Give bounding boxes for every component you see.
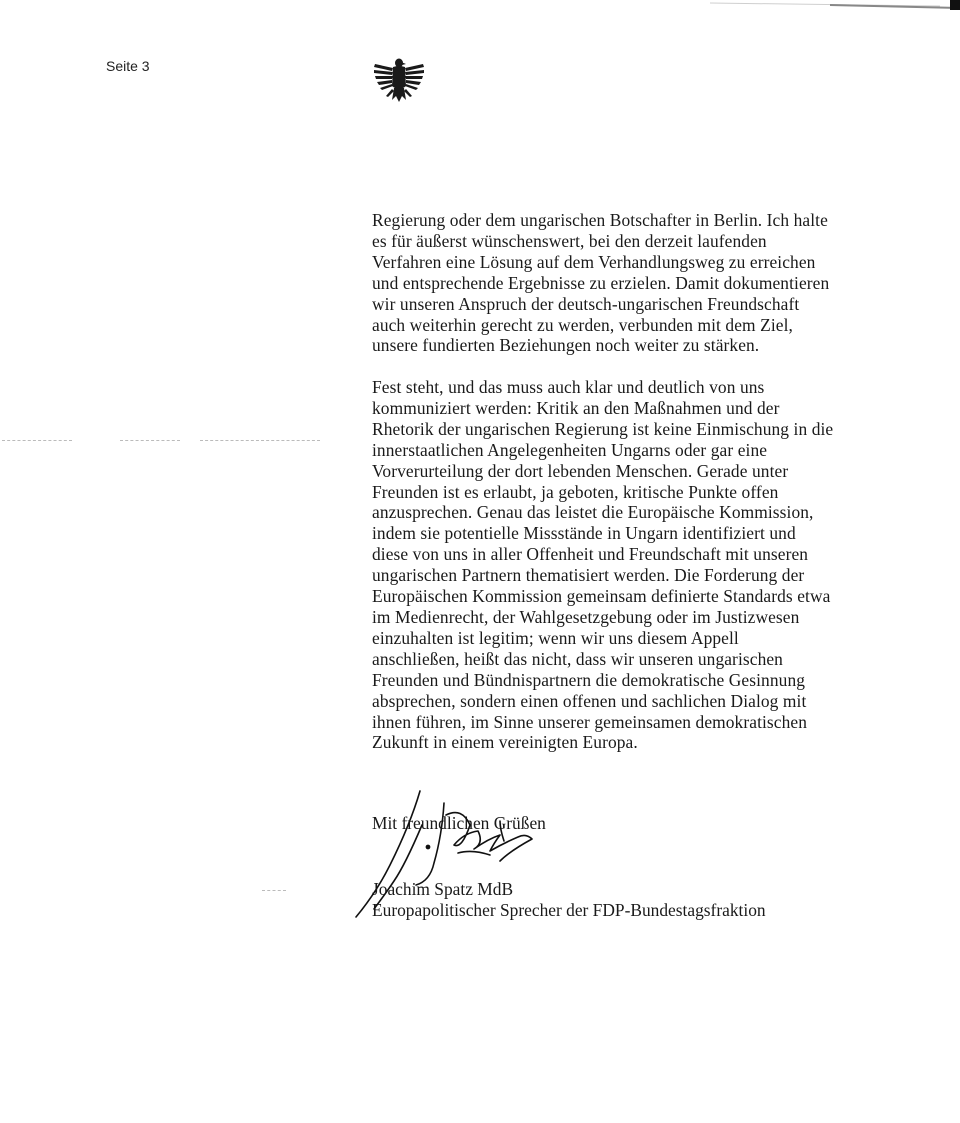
scan-mark bbox=[120, 440, 180, 442]
text-line: es für äußerst wünschenswert, bei den derzeit laufenden bbox=[372, 230, 767, 251]
scan-mark bbox=[2, 440, 72, 442]
text-line: wir unseren Anspruch der deutsch-ungarischen Freundschaft bbox=[372, 293, 800, 314]
scan-mark bbox=[262, 890, 286, 892]
text-line: anzusprechen. Genau das leistet die Europäische Kommission, bbox=[372, 502, 814, 523]
text-line: ihnen führen, im Sinne unserer gemeinsamen demokratischen bbox=[372, 711, 808, 732]
scan-mark bbox=[200, 440, 320, 442]
text-line: ungarischen Partnern thematisiert werden. Die Forderung der bbox=[372, 565, 805, 586]
letter-paragraph-2 bbox=[372, 377, 932, 753]
federal-eagle-icon bbox=[372, 56, 426, 106]
text-line: im Medienrecht, der Wahlgesetzgebung oder im Justizwesen bbox=[372, 606, 800, 627]
page-number: Seite 3 bbox=[106, 58, 150, 74]
text-line: kommuniziert werden: Kritik an den Maßnahmen und der bbox=[372, 397, 780, 418]
text-line: Europäischen Kommission gemeinsam definierte Standards etwa bbox=[372, 586, 831, 607]
text-line: Vorverurteilung der dort lebenden Menschen. Gerade unter bbox=[372, 460, 789, 481]
text-line: innerstaatlichen Angelegenheiten Ungarns oder gar eine bbox=[372, 439, 768, 460]
scan-edge-artifact bbox=[710, 0, 960, 10]
letter-paragraph-1 bbox=[372, 210, 932, 356]
closing-greeting: Mit freundlichen Grüßen bbox=[372, 813, 546, 833]
text-line: auch weiterhin gerecht zu werden, verbunden mit dem Ziel, bbox=[372, 314, 793, 335]
text-line: einzuhalten ist legitim; wenn wir uns diesem Appell bbox=[372, 627, 739, 648]
text-line: absprechen, sondern einen offenen und sachlichen Dialog mit bbox=[372, 690, 807, 711]
signer-name: Joachim Spatz MdB bbox=[372, 879, 514, 899]
text-line: Freunden ist es erlaubt, ja geboten, kritische Punkte offen bbox=[372, 481, 779, 502]
text-line: und entsprechende Ergebnisse zu erzielen. Damit dokumentieren bbox=[372, 272, 830, 293]
text-line: indem sie potentielle Missstände in Ungarn identifiziert und bbox=[372, 523, 796, 544]
text-line: Verfahren eine Lösung auf dem Verhandlungsweg zu erreichen bbox=[372, 251, 816, 272]
text-line: anschließen, heißt das nicht, dass wir unseren ungarischen bbox=[372, 648, 783, 669]
text-line: Fest steht, und das muss auch klar und deutlich von uns bbox=[372, 377, 765, 397]
text-line: unsere fundierten Beziehungen noch weiter zu stärken. bbox=[372, 335, 760, 356]
text-line: Freunden und Bündnispartnern die demokratische Gesinnung bbox=[372, 669, 806, 690]
text-line: Rhetorik der ungarischen Regierung ist keine Einmischung in die bbox=[372, 418, 834, 439]
text-line: Zukunft in einem vereinigten Europa. bbox=[372, 732, 638, 753]
signer-title: Europapolitischer Sprecher der FDP-Bundestagsfraktion bbox=[372, 900, 766, 920]
text-line: Regierung oder dem ungarischen Botschafter in Berlin. Ich halte bbox=[372, 210, 828, 230]
text-line: diese von uns in aller Offenheit und Freundschaft mit unseren bbox=[372, 544, 809, 565]
